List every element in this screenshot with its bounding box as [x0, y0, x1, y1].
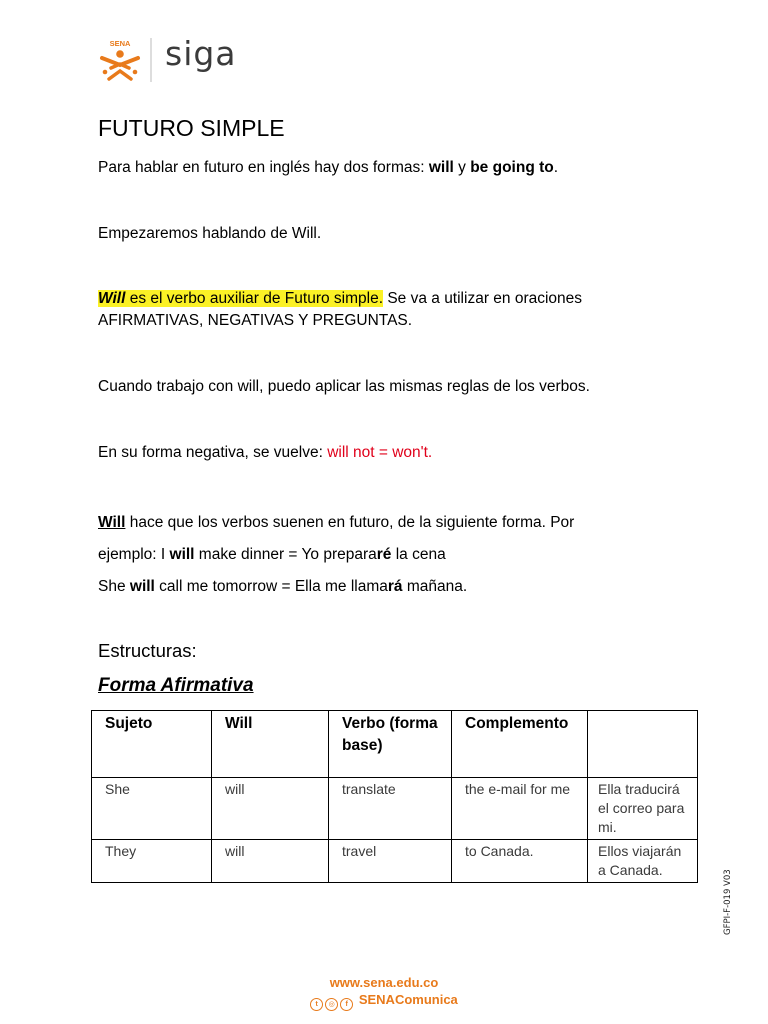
paragraph-intro: Para hablar en futuro en inglés hay dos formas: will y be going to.	[98, 159, 559, 176]
header-verb: Verbo (forma base)	[329, 711, 452, 778]
cell-complement: the e-mail for me	[452, 778, 588, 840]
cell-translation: Ella traducirá el correo para mi.	[588, 778, 698, 840]
cell-verb: translate	[329, 778, 452, 840]
header-will: Will	[212, 711, 329, 778]
paragraph-examples: Will hace que los verbos suenen en futuro, de la siguiente forma. Por ejemplo: I will make dinner = Yo prepararé la cena She will call me tomorrow = Ella me llamará mañana.	[98, 514, 575, 595]
cell-complement: to Canada.	[452, 840, 588, 883]
siga-wordmark: siga	[165, 34, 237, 73]
social-handle: SENAComunica	[358, 992, 458, 1007]
instagram-icon: ◎	[325, 998, 338, 1011]
header-translation	[588, 711, 698, 778]
facebook-icon: f	[340, 998, 353, 1011]
header-subject: Sujeto	[92, 711, 212, 778]
cell-translation: Ellos viajarán a Canada.	[588, 840, 698, 883]
table-row	[92, 840, 698, 883]
paragraph-negative: En su forma negativa, se vuelve: will not = won't.	[98, 444, 433, 461]
structures-heading: Estructuras:	[98, 640, 197, 661]
table-header-row	[92, 711, 698, 778]
cell-verb: travel	[329, 840, 452, 883]
header-complement: Complemento	[452, 711, 588, 778]
twitter-icon: t	[310, 998, 323, 1011]
sena-siga-logo	[97, 34, 257, 84]
cell-will: will	[212, 778, 329, 840]
cell-subject: She	[92, 778, 212, 840]
paragraph-rules: Cuando trabajo con will, puedo aplicar las mismas reglas de los verbos.	[98, 378, 590, 395]
paragraph-start: Empezaremos hablando de Will.	[98, 225, 322, 242]
svg-text:SENA: SENA	[109, 39, 131, 48]
affirmative-form-heading: Forma Afirmativa	[98, 675, 254, 696]
cell-will: will	[212, 840, 329, 883]
document-code: GFPI-F-019 V03	[723, 869, 733, 935]
affirmative-table	[91, 710, 698, 883]
footer-website-link[interactable]: www.sena.edu.co	[329, 975, 439, 990]
page-title: FUTURO SIMPLE	[98, 115, 285, 141]
table-row	[92, 778, 698, 840]
footer-social[interactable]	[0, 992, 768, 1011]
cell-subject: They	[92, 840, 212, 883]
paragraph-auxiliary: Will es el verbo auxiliar de Futuro simple. Se va a utilizar en oraciones AFIRMATIVAS, NEGATIVAS Y PREGUNTAS.	[98, 290, 583, 329]
